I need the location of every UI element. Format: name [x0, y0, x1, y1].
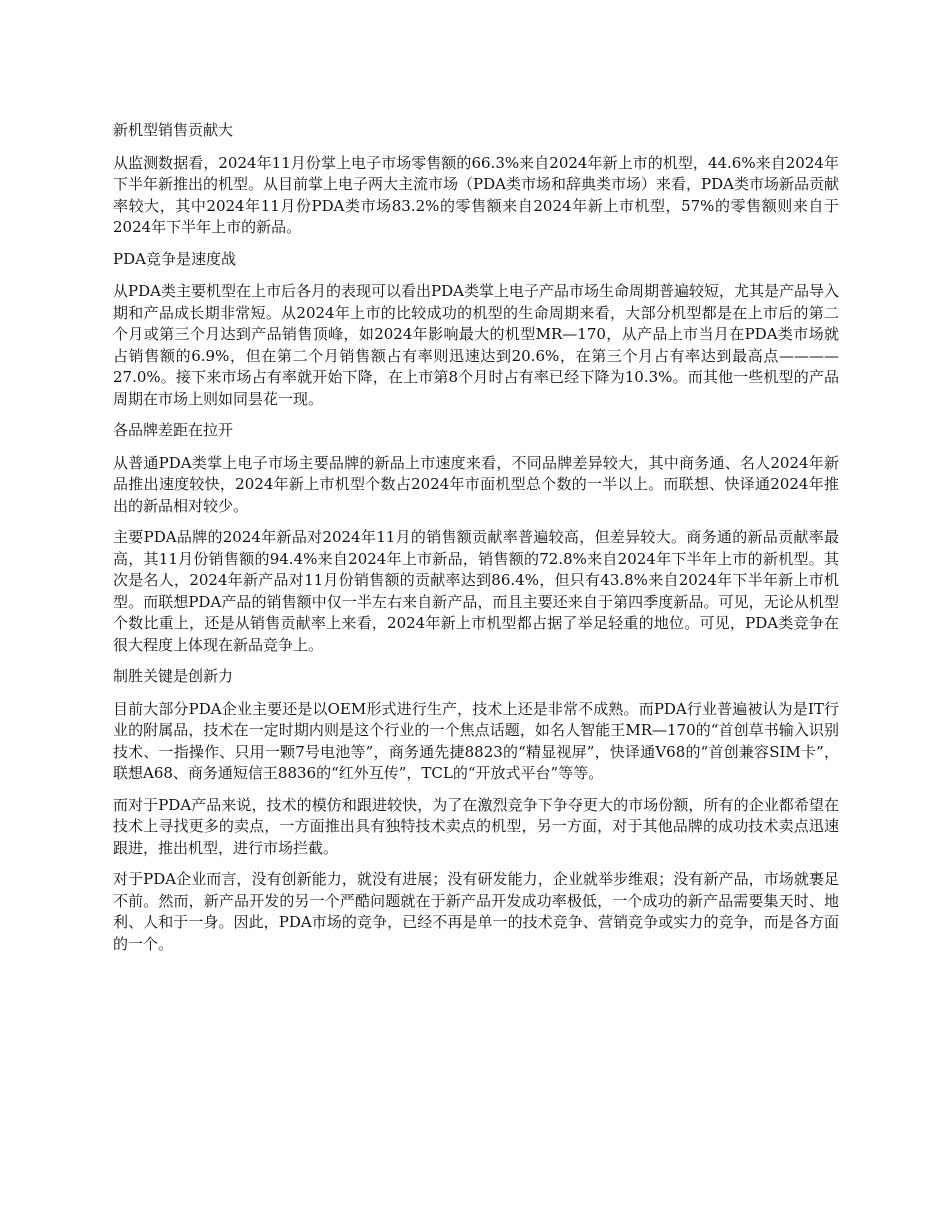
- section-heading: 新机型销售贡献大: [113, 121, 234, 139]
- section-new-models: [113, 120, 839, 239]
- section-speed-war: [113, 249, 839, 411]
- paragraph: 从普通PDA类掌上电子市场主要品牌的新品上市速度来看，不同品牌差异较大，其中商务通、名人2024年新品推出速度较快，2024年新上市机型个数占2024年市面机型总个数的一半以上。而联想、快译通2024年推出的新品相对较少。: [113, 453, 839, 515]
- section-heading: PDA竞争是速度战: [113, 249, 236, 268]
- paragraph: 对于PDA企业而言，没有创新能力，就没有进展；没有研发能力，企业就举步维艰；没有新产品，市场就裹足不前。然而，新产品开发的另一个严酷问题就在于新产品开发成功率极低，一个成功的新产品需要集天时、地利、人和于一身。因此，PDA市场的竞争，已经不再是单一的技术竞争、营销竞争或实力的竞争，而是各方面的一个。: [113, 870, 839, 953]
- paragraph: 从PDA类主要机型在上市后各月的表现可以看出PDA类掌上电子产品市场生命周期普遍较短，尤其是产品导入期和产品成长期非常短。从2024年上市的比较成功的机型的生命周期来看，大部分机型都是在上市后的第二个月或第三个月达到产品销售顶峰，如2024年影响最大的机型MR—170，从产品上市当月在PDA类市场就占销售额的6.9%，但在第二个月销售额占有率则迅速达到20.6%，在第三个月占有率达到最高点————27.0%。接下来市场占有率就开始下降，在上市第8个月时占有率已经下降为10.3%。而其他一些机型的产品周期在市场上则如同昙花一现。: [113, 282, 839, 408]
- document-body: [113, 120, 839, 965]
- paragraph: 而对于PDA产品来说，技术的模仿和跟进较快，为了在激烈竞争下争夺更大的市场份额，所有的企业都希望在技术上寻找更多的卖点，一方面推出具有独特技术卖点的机型，另一方面，对于其他品牌的成功技术卖点迅速跟进，推出机型，进行市场拦截。: [113, 795, 839, 857]
- paragraph: 主要PDA品牌的2024年新品对2024年11月的销售额贡献率普遍较高，但差异较大。商务通的新品贡献率最高，其11月份销售额的94.4%来自2024年上市新品，销售额的72.8%来自2024年下半年上市的新机型。其次是名人，2024年新产品对11月份销售额的贡献率达到86.4%，但只有43.8%来自2024年下半年新上市机型。而联想PDA产品的销售额中仅一半左右来自新产品，而且主要还来自于第四季度新品。可见，无论从机型个数比重上，还是从销售贡献率上来看，2024年新上市机型都占据了举足轻重的地位。可见，PDA类竞争在很大程度上体现在新品竞争上。: [113, 528, 839, 654]
- section-heading: 各品牌差距在拉开: [113, 421, 234, 439]
- section-heading: 制胜关键是创新力: [113, 667, 234, 685]
- paragraph: 从监测数据看，2024年11月份掌上电子市场零售额的66.3%来自2024年新上市的机型，44.6%来自2024年下半年新推出的机型。从目前掌上电子两大主流市场（PDA类市场和辞典类市场）来看，PDA类市场新品贡献率较大，其中2024年11月份PDA类市场83.2%的零售额来自2024年新上市机型，57%的零售额则来自于2024年下半年上市的新品。: [113, 153, 839, 236]
- section-brand-gap: [113, 420, 839, 656]
- paragraph: 目前大部分PDA企业主要还是以OEM形式进行生产，技术上还是非常不成熟。而PDA行业普遍被认为是IT行业的附属品，技术在一定时期内则是这个行业的一个焦点话题，如名人智能王MR—170的“首创草书输入识别技术、一指操作、只用一颗7号电池等”，商务通先捷8823的“精显视屏”，快译通V68的“首创兼容SIM卡”，联想A68、商务通短信王8836的“红外互传”，TCL的“开放式平台”等等。: [113, 699, 839, 782]
- section-innovation: [113, 666, 839, 955]
